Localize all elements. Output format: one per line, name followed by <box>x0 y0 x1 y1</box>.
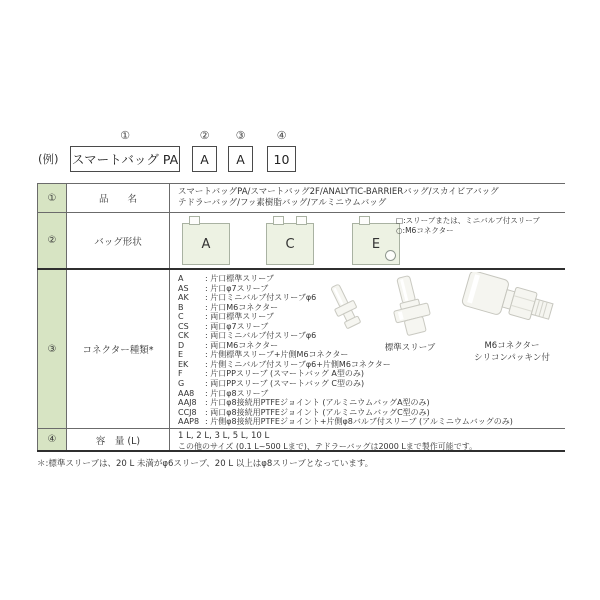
legend-m6: ○:M6コネクター <box>396 226 454 235</box>
model-box-connector: A <box>228 146 253 172</box>
model-box-product-name: スマートバッグ PA <box>70 146 180 172</box>
connector-description: : 片口M6コネクター <box>205 303 278 313</box>
connector-code: CK <box>178 331 189 341</box>
connector-code: G <box>178 379 185 389</box>
table-row-connector-type <box>37 268 565 428</box>
sleeve-tab-icon <box>359 216 370 225</box>
example-label: (例) <box>38 152 59 166</box>
m6-connector-label <box>457 340 567 364</box>
connector-description: : 両口M6コネクター <box>205 341 278 351</box>
connector-description: : 片口φ8接続用PTFEジョイント (アルミニウムバッグA型のみ) <box>205 398 430 408</box>
m6-connector-circle-icon <box>385 250 396 261</box>
connector-code: AA8 <box>178 388 195 398</box>
model-part-bag-shape <box>192 128 217 172</box>
row-number-cell: ③ <box>37 270 67 428</box>
row-label-cell: 品 名 <box>67 184 170 212</box>
connector-description: : 片側ミニバルブ付スリーブφ6+片側M6コネクター <box>205 360 391 370</box>
connector-code: E <box>178 350 184 360</box>
bag-letter: E <box>371 236 381 252</box>
connector-code: AAJ8 <box>178 398 197 408</box>
connector-code: A <box>178 274 184 283</box>
table-row-product-name <box>37 183 565 212</box>
bag-shape-legend <box>396 216 568 236</box>
circled-number-3: ③ <box>235 129 246 142</box>
model-part-capacity <box>267 128 296 172</box>
circled-number-1: ① <box>120 129 130 142</box>
product-names-line2: テドラーバッグ/フッ素樹脂バッグ/アルミニウムバッグ <box>178 198 387 208</box>
m6-connector-photo <box>458 272 562 342</box>
capacity-values: 1 L, 2 L, 3 L, 5 L, 10 L <box>178 431 270 441</box>
connector-code: AS <box>178 283 189 293</box>
row-label-cell: コネクター種類* <box>67 270 170 428</box>
connector-description: : 片口φ7スリーブ <box>205 284 268 294</box>
connector-types-cell <box>170 270 565 428</box>
bag-diagram-e <box>352 223 400 265</box>
connector-description: : 片口標準スリーブ <box>205 274 274 284</box>
m6-label-line2: シリコンパッキン付 <box>474 353 550 363</box>
connector-description: : 両口PPスリーブ (スマートバッグ C型のみ) <box>205 379 364 389</box>
sleeve-tab-icon <box>296 216 307 225</box>
table-row-bag-shape <box>37 212 565 268</box>
connector-list-item <box>178 389 565 399</box>
connector-list-item <box>178 417 565 427</box>
connector-code: CCJ8 <box>178 407 197 417</box>
row-label-cell: 容 量 (L) <box>67 429 170 450</box>
connector-description: : 片側φ8接続用PTFEジョイント+片側φ8バルブ付スリーブ (アルミニウムバッグのみ) <box>205 417 513 427</box>
footnote: ＊:標準スリーブは、20 L 未満がφ6スリーブ、20 L 以上はφ8スリーブとなっています。 <box>37 459 374 469</box>
connector-code: EK <box>178 359 189 369</box>
connector-list-item <box>178 369 565 379</box>
bag-shapes-cell <box>170 213 565 268</box>
bag-diagram-c <box>266 223 314 265</box>
product-names-cell <box>170 184 565 212</box>
circled-number-4: ④ <box>276 129 287 142</box>
standard-sleeve-label: 標準スリーブ <box>384 343 436 353</box>
connector-code: AK <box>178 293 189 303</box>
connector-code: AAP8 <box>178 417 200 427</box>
connector-description: : 片側標準スリーブ+片側M6コネクター <box>205 350 348 360</box>
product-names-line1: スマートバッグPA/スマートバッグ2F/ANALYTIC-BARRIERバッグ/スカイビアバッグ <box>178 187 499 197</box>
model-part-product-name <box>70 128 180 172</box>
connector-code: C <box>178 312 184 322</box>
model-box-capacity: 10 <box>267 146 296 172</box>
table-row-capacity <box>37 428 565 452</box>
sleeve-tab-icon <box>273 216 284 225</box>
model-part-connector <box>228 128 253 172</box>
connector-code: F <box>178 369 183 379</box>
connector-description: : 片口φ8スリーブ <box>205 389 268 399</box>
connector-code: CS <box>178 321 189 331</box>
circled-number-2: ② <box>199 129 210 142</box>
connector-code: B <box>178 302 184 312</box>
capacity-note: この他のサイズ (0.1 L~500 Lまで)、テドラーバッグは2000 Lまで製作可能です。 <box>178 441 478 451</box>
connector-description: : 両口φ7スリーブ <box>205 322 268 332</box>
model-box-bag-shape: A <box>192 146 217 172</box>
row-number-cell: ① <box>37 184 67 212</box>
mini-sleeve-photo <box>322 280 372 344</box>
bag-letter: C <box>285 236 295 252</box>
connector-code: D <box>178 340 185 350</box>
row-number-cell: ④ <box>37 429 67 450</box>
row-label-cell: バッグ形状 <box>67 213 170 268</box>
connector-description: : 片口PPスリーブ (スマートバッグ A型のみ) <box>205 369 364 379</box>
connector-description: : 両口標準スリーブ <box>205 312 274 322</box>
m6-label-line1: M6コネクター <box>484 341 540 351</box>
connector-description: : 片口ミニバルブ付スリーブφ6 <box>205 293 316 303</box>
row-number-cell: ② <box>37 213 67 268</box>
connector-description: : 両口φ8接続用PTFEジョイント (アルミニウムバッグC型のみ) <box>205 408 430 418</box>
capacity-cell <box>170 429 565 450</box>
sleeve-tab-icon <box>189 216 200 225</box>
standard-sleeve-photo <box>375 274 447 346</box>
connector-list-item <box>178 379 565 389</box>
connector-list-item <box>178 398 565 408</box>
connector-list-item <box>178 408 565 418</box>
connector-description: : 両口ミニバルブ付スリーブφ6 <box>205 331 316 341</box>
bag-letter: A <box>201 236 211 252</box>
bag-diagram-a <box>182 223 230 265</box>
legend-sleeve: □:スリーブまたは、ミニバルブ付スリーブ <box>396 216 540 225</box>
